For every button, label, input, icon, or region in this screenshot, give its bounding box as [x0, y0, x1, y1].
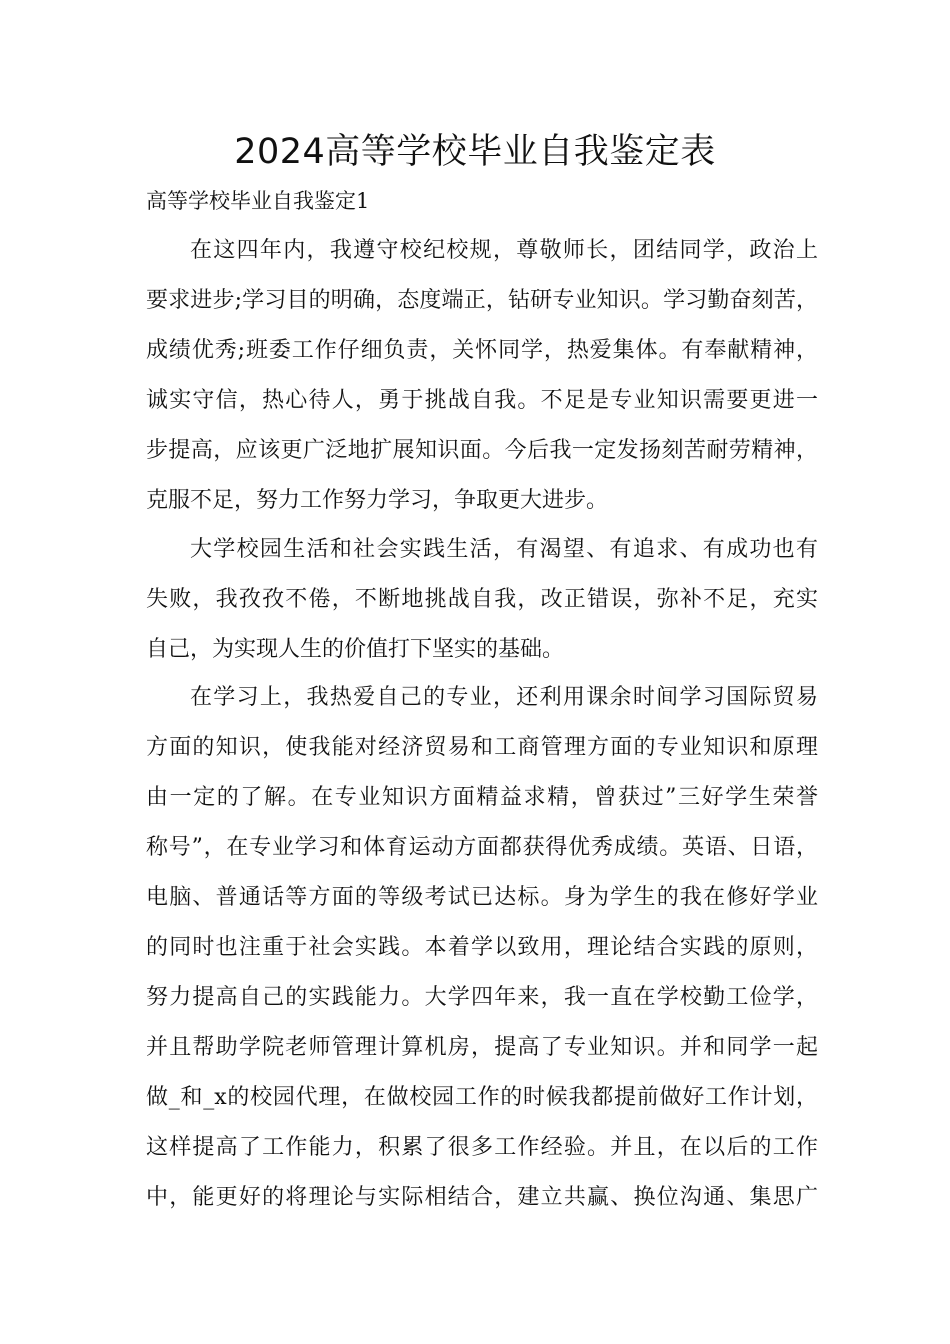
- paragraph-line: 失败，我孜孜不倦，不断地挑战自我，改正错误，弥补不足，充实: [146, 587, 818, 612]
- paragraph-line: 克服不足，努力工作努力学习，争取更大进步。: [146, 488, 609, 513]
- document-title: 2024高等学校毕业自我鉴定表: [234, 132, 716, 172]
- paragraph-line: 成绩优秀;班委工作仔细负责，关怀同学，热爱集体。有奉献精神，: [146, 338, 818, 363]
- paragraph-line: 的同时也注重于社会实践。本着学以致用，理论结合实践的原则，: [146, 935, 818, 960]
- paragraph-line: 要求进步;学习目的明确，态度端正，钻研专业知识。学习勤奋刻苦，: [146, 288, 818, 313]
- section-heading: 高等学校毕业自我鉴定1: [146, 189, 370, 213]
- paragraph-line: 诚实守信，热心待人，勇于挑战自我。不足是专业知识需要更进一: [146, 388, 818, 413]
- paragraph-line: 由一定的了解。在专业知识方面精益求精，曾获过”三好学生荣誉: [146, 785, 818, 810]
- paragraph-line: 做_和_x的校园代理，在做校园工作的时候我都提前做好工作计划，: [146, 1085, 818, 1110]
- paragraph-2: [146, 525, 818, 675]
- paragraph-line: 并且帮助学院老师管理计算机房，提高了专业知识。并和同学一起: [146, 1035, 818, 1060]
- paragraph-line: 方面的知识，使我能对经济贸易和工商管理方面的专业知识和原理: [146, 735, 818, 760]
- paragraph-line: 在学习上，我热爱自己的专业，还利用课余时间学习国际贸易: [190, 685, 818, 710]
- paragraph-3: [146, 673, 818, 1223]
- paragraph-line: 努力提高自己的实践能力。大学四年来，我一直在学校勤工俭学，: [146, 985, 818, 1010]
- paragraph-line: 称号”，在专业学习和体育运动方面都获得优秀成绩。英语、日语，: [146, 835, 818, 860]
- paragraph-line: 在这四年内，我遵守校纪校规，尊敬师长，团结同学，政治上: [190, 238, 818, 263]
- paragraph-line: 电脑、普通话等方面的等级考试已达标。身为学生的我在修好学业: [146, 885, 818, 910]
- paragraph-line: 步提高，应该更广泛地扩展知识面。今后我一定发扬刻苦耐劳精神，: [146, 438, 818, 463]
- paragraph-line: 大学校园生活和社会实践生活，有渴望、有追求、有成功也有: [190, 537, 818, 562]
- paragraph-1: [146, 226, 818, 526]
- paragraph-line: 自己，为实现人生的价值打下坚实的基础。: [146, 637, 565, 662]
- paragraph-line: 中，能更好的将理论与实际相结合，建立共赢、换位沟通、集思广: [146, 1185, 818, 1210]
- paragraph-line: 这样提高了工作能力，积累了很多工作经验。并且，在以后的工作: [146, 1135, 818, 1160]
